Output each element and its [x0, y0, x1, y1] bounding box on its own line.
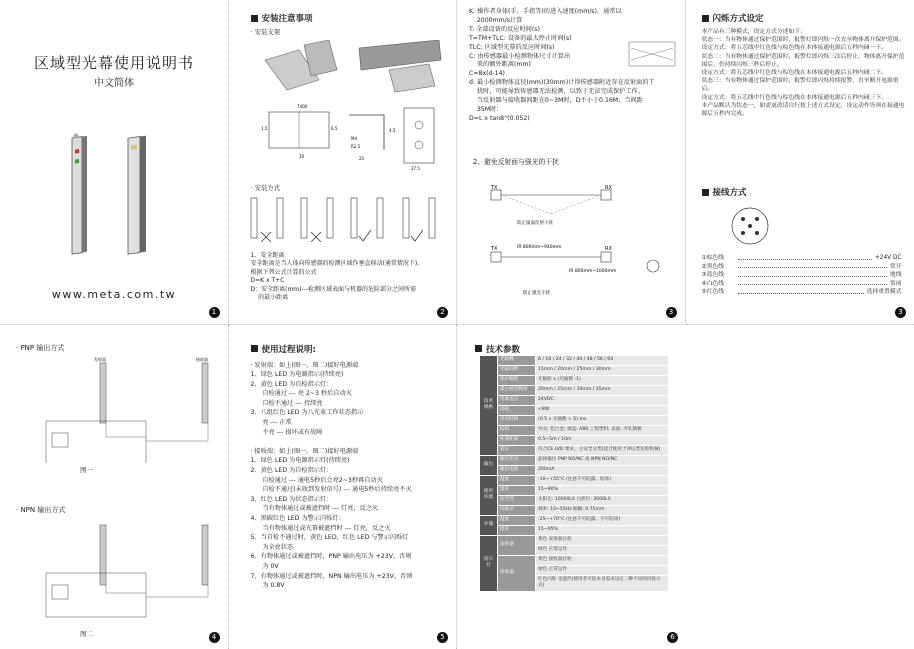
dim-label: 25 [358, 156, 364, 161]
spec-row [480, 515, 669, 525]
wire-function: 选择重置模式 [866, 289, 902, 296]
spec-value: 8 / 16 / 24 / 32 / 40 / 48 / 56 / 64 [536, 355, 669, 365]
heading-text: 闪烁方式设定 [712, 14, 764, 24]
spec-row [480, 355, 669, 365]
spec-row [480, 375, 669, 385]
spec-name: 温度 [498, 515, 536, 525]
install-method-diagram [247, 194, 447, 248]
rx-label: RX [605, 185, 612, 191]
bracket-subheading: · 安装支架 [250, 28, 281, 36]
dim-label: 27.5 [410, 166, 420, 171]
section-heading [251, 343, 316, 355]
page-number: 6 [667, 632, 678, 643]
spec-row [480, 415, 669, 425]
ir-range-label: IR 800mm~1000mm [569, 269, 617, 274]
usage-panel [229, 325, 458, 649]
spec-value: 15~80% [536, 485, 669, 495]
heading-square-icon [475, 345, 482, 352]
wire-number: ⑤ [701, 289, 707, 296]
heading-text: 安装注意事项 [261, 14, 313, 24]
mirror-caption: 防止镜面反射干扰 [517, 221, 553, 226]
receiver-label: 接收器 [196, 356, 208, 362]
pnp-circuit-diagram [16, 355, 216, 463]
flash-mode-text: 本产品有三种模式，设定方式分述如下： 状态一：当有物体通过保护范围时，报警灯即闪烁一次直至物体离开保护范围。 设定方式：将五芯线中红色线与棕色线在本体接通电源后五秒内碰一下。 状态二：当有物体通过保护范围时，报警灯即闪烁三次后停止，物体离开保护范围后，仍持续闪烁三秒后停止。 设定方式：将五芯线中红色线与棕色线在本体接通电源后五秒内碰二下。 状态三：当有物体通过保护范围时，报警灯即闪烁持续报警，直至断开电源重启。 设定方式：将五芯线中红色线与棕色线在本体接通电源后五秒内碰三下。 本产品默认为状态一，如需更改请自行按上述方式设定，设定动作皆须在接通电源后五秒内完成。 [701, 29, 905, 118]
section-heading [475, 343, 520, 355]
spec-value: 太阳光: 10000LX 白炽灯: 3000LX [536, 495, 669, 505]
spec-row [480, 525, 669, 535]
spec-row [480, 475, 669, 485]
spec-row [480, 485, 669, 495]
spec-name: 最小检出物体 [498, 385, 536, 395]
wire-item [702, 254, 902, 263]
spec-row [480, 505, 669, 515]
emitter-label: 发射器 [94, 356, 106, 362]
spec-name: 发射器 [498, 535, 536, 555]
wire-number: ④ [701, 280, 707, 287]
spec-name: 湿度 [498, 525, 536, 535]
document-title: 区域型光幕使用说明书 [33, 54, 194, 72]
connector-pinout-diagram [706, 204, 796, 250]
pnp-heading: · PNP 输出方式 [16, 343, 65, 352]
wire-number: ③ [701, 272, 707, 279]
spec-name: 反应时间 [498, 415, 536, 425]
spec-value: -25~+70°C (注意不可结露、不可结冰) [536, 515, 669, 525]
spec-row [480, 495, 669, 505]
wire-function: 常开 [889, 263, 902, 270]
heading-text: 接线方式 [712, 188, 747, 198]
figure-2-caption: 图二 [80, 629, 93, 638]
spec-value: 黄色 接收器自检 [536, 555, 669, 565]
spec-value: 15mm / 20mm / 25mm / 30mm [536, 365, 669, 375]
spec-category: 技术规格 [480, 355, 498, 455]
page-number: 4 [209, 632, 220, 643]
page-number: 3 [895, 307, 906, 318]
spec-value: 绿色 正常运作 [536, 565, 669, 575]
page-number: 5 [437, 632, 448, 643]
page-number: 3 [666, 307, 677, 318]
spec-value: -10~+55°C (注意不可结露、结冰) [536, 475, 669, 485]
heading-text: 技术参数 [486, 344, 521, 355]
spec-value: 频率: 10~55Hz 振幅: 0.75mm [536, 505, 669, 515]
dim-label: 7400 [296, 104, 307, 109]
spec-name: 湿度 [498, 485, 536, 495]
safety-distance-text: 1、安全距离 安全距离是当人体向传感器的检测区域作垂直移动(通常情况下), 根据下列公式计算的公式 D=K x T+C D：安全距离(mm)---检测区域表面与机器的危险部分之间所需 的最小距离 [250, 252, 420, 302]
wire-item [702, 263, 902, 272]
spec-name: 抗振动 [498, 505, 536, 515]
website-url: www.meta.com.tw [51, 288, 177, 301]
page-number: 2 [437, 307, 448, 318]
spec-row [480, 365, 669, 375]
light-curtain-illustration [58, 118, 168, 268]
npn-circuit-diagram [16, 517, 216, 623]
spec-value: 红色闪烁 受遮挡(使用者可依本身需求设定二种不同的闪烁方式) [536, 575, 669, 591]
wire-item [702, 288, 902, 297]
sun-icon [647, 260, 659, 272]
spec-value: 0.5~5m / 10m [536, 435, 669, 445]
section-heading [702, 12, 764, 24]
spec-row [480, 465, 669, 475]
page-number: 1 [209, 307, 220, 318]
section-heading [702, 186, 747, 198]
wire-color: 红色线 [706, 289, 725, 296]
spec-category: 使用环境 [480, 475, 498, 515]
language-subtitle: 中文简体 [94, 78, 134, 89]
spec-name: 光轴间距 [498, 365, 536, 375]
spec-value: 光轴距 x (光轴数 -1) [536, 375, 669, 385]
dim-label: M4 [350, 136, 357, 141]
spec-row [480, 405, 669, 415]
spec-name: 电源电压 [498, 395, 536, 405]
spec-value: <8W [536, 405, 669, 415]
spec-name: 接收器 [498, 555, 536, 591]
spec-row [480, 445, 669, 455]
dim-label: R2.5 [350, 144, 360, 149]
wire-list [702, 254, 902, 297]
wire-color: 棕色线 [706, 255, 725, 261]
wire-color: 蓝色线 [706, 272, 725, 279]
interference-diagram [477, 180, 677, 300]
heading-square-icon [702, 189, 709, 196]
npn-heading: · NPN 输出方式 [16, 505, 66, 514]
output-wiring-panel [0, 325, 229, 649]
rx-label: RX [605, 246, 612, 252]
spec-name: 温度 [498, 475, 536, 485]
interference-heading: 2、避免反射面与强光的干扰 [473, 158, 559, 166]
spec-category: 指示灯 [480, 535, 498, 591]
dim-label: 10 [298, 154, 304, 159]
spec-row [480, 395, 669, 405]
dim-label: 4.5 [388, 128, 395, 133]
spec-row [480, 425, 669, 435]
spec-row [480, 385, 669, 395]
spec-value: (0.5 x 光轴数 + 5) ms [536, 415, 669, 425]
wire-item [702, 280, 902, 289]
spec-value: 晶体输出 PNP NO/NC 或 NPN NO/NC [536, 455, 669, 465]
reflection-sketch [627, 36, 677, 72]
specs-table [479, 355, 669, 592]
spec-value: 黄色 发射器自检 [536, 535, 669, 545]
spec-row [480, 435, 669, 445]
figure-1-caption: 图一 [80, 465, 93, 474]
section-heading [251, 12, 313, 24]
wire-number: ② [701, 263, 707, 270]
wire-function: 常闭 [889, 280, 902, 287]
usage-instructions: · 发射端：如上(图一、图二)接好电源端 1、绿色 LED 为电源指示(持续亮) 2、黄色 LED 为自检指示灯： 自检通过 --- 亮 2~3 秒后自动灭 自检不通过 --- 持续亮 3、八组红色 LED 为八光束工作状态指示 亮 --- 正常 不亮 --- 损坏或有故障 · 接收端：如上(图一、图二)接好电源端 1、绿色 LED 为电源指示灯(持续亮) 2、黄色 LED 为自检指示灯： 自检通过 --- 通电5秒后会亮2~3秒再自动灭 自检不通过(未收到发射信号) --- 通电5秒后持续亮不灭 3、红色 LED 为状态指示灯： 当有物体通过或被遮挡时 --- 灯亮，反之灭 4、黑碳红色 LED 为警示闪烁灯： 当有物体通过或光幕被遮挡时 --- 灯亮，反之灭 5、当自检不通过时，黄色 LED，红色 LED 与警示闪烁灯 为全亮状态 6、有物体通过或被遮挡时，PNP 输出电压为 +23V，否则 为 0V 7、有物体通过或被遮挡时，NPN 输出电压为 +23V，否则 为 0.8V [250, 361, 413, 590]
dim-label: 6.5 [330, 126, 337, 131]
light-caption: 防止强光干扰 [523, 291, 550, 296]
cover-panel [0, 0, 229, 325]
spec-row [480, 455, 669, 465]
spec-name: 结构 [498, 425, 536, 435]
bracket-drawing [259, 40, 449, 175]
heading-text: 使用过程说明: [261, 344, 316, 355]
specs-panel [457, 325, 914, 649]
tx-label: TX [491, 185, 498, 191]
formula-definitions: K: 操作者身体(手、手指等)的进入速度(mm/s)，通常以 2000mm/s计算 T: 全部设备的反应时间(s) T=TM+TLC: 设备的最大停止时间(s) TLC: 区域型光幕的反应时间(s) C: 由传感器最小检测物体尺寸计算出 来的额外距离(mm) C=8x(d-14) d: 最小检测物体直径(mm)(30mm)计得传感器附近存在反射面的干 扰时，可能导致传感器无法检测，以致于无法完成保护工作。 当反射器与接收器间距在0~3M时，D不小于0.16M；当间距 35M时： D=L x tan8°(0.052) [469, 8, 655, 122]
spec-name: 检测距离 [498, 435, 536, 445]
spec-row [480, 555, 669, 565]
spec-row [480, 535, 669, 545]
spec-value: 外壳: 铝合金; 端盖: ABS 工程塑料; 表面: 冷轧钢板 [536, 425, 669, 435]
heading-square-icon [251, 15, 258, 22]
installation-panel [229, 0, 458, 325]
spec-name: 输出电流 [498, 465, 536, 475]
interference-panel [457, 0, 686, 325]
bracket-screw-icon [74, 134, 79, 139]
wire-color: 黑色线 [706, 263, 725, 270]
wire-number: ① [701, 255, 707, 261]
spec-category: 输出 [480, 455, 498, 475]
wire-color: 白色线 [706, 280, 725, 287]
spec-value: 24VDC [536, 395, 669, 405]
method-subheading: · 安装方式 [250, 184, 281, 192]
ir-range-label: IR 800mm~940mm [517, 245, 562, 250]
spec-name: 抗光性 [498, 495, 536, 505]
wire-item [702, 271, 902, 280]
spec-value: 20mm / 25mm / 30mm / 35mm [536, 385, 669, 395]
heading-square-icon [702, 15, 709, 22]
tx-label: TX [491, 246, 498, 252]
spec-name: 验证 [498, 445, 536, 455]
spec-value: 200mA [536, 465, 669, 475]
spec-value: 符合CE LVD 要求，主安全分类(适合使用于冲压类危险机械) [536, 445, 669, 455]
spec-value: 15~95% [536, 525, 669, 535]
spec-value: 绿色 正常运作 [536, 545, 669, 555]
dim-label: 1.5 [260, 126, 267, 131]
wire-function: 地线 [889, 272, 902, 279]
spec-name: 光轴数 [498, 355, 536, 365]
heading-square-icon [251, 345, 258, 352]
spec-category: 存储 [480, 515, 498, 535]
wire-function: +24V DC [874, 255, 902, 261]
spec-name: 输出形式 [498, 455, 536, 465]
spec-name: 保护幅度 [498, 375, 536, 385]
spec-name: 消耗 [498, 405, 536, 415]
flash-mode-panel [686, 0, 914, 325]
